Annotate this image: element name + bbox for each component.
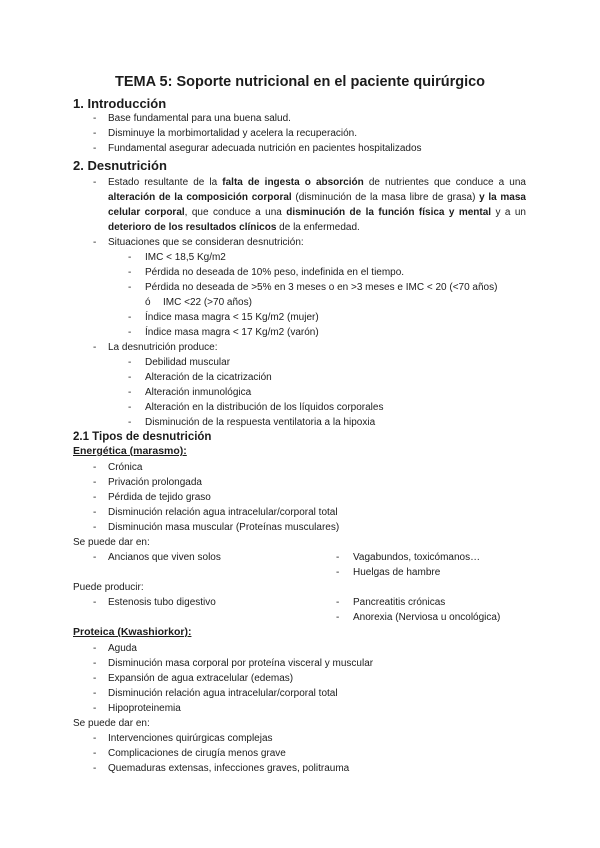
list-item: Base fundamental para una buena salud. — [108, 113, 291, 124]
occurs-label: Se puede dar en: — [73, 537, 150, 548]
causes-label: Puede producir: — [73, 582, 144, 593]
list-item: Pérdida de tejido graso — [108, 492, 211, 503]
bullet-dash: - — [93, 733, 97, 744]
bullet-dash: - — [128, 312, 132, 323]
bullet-dash: - — [93, 643, 97, 654]
bullet-dash: - — [336, 612, 340, 623]
section-2-heading: 2. Desnutrición — [73, 158, 167, 173]
bullet-dash: - — [93, 462, 97, 473]
list-item: Disminución masa corporal por proteína visceral y muscular — [108, 658, 374, 669]
list-item-continuation-o: ó — [145, 297, 151, 308]
bullet-dash: - — [93, 342, 97, 353]
def-text: y a un — [491, 207, 526, 218]
bullet-dash: - — [93, 492, 97, 503]
occurs-label: Se puede dar en: — [73, 718, 150, 729]
list-item: Fundamental asegurar adecuada nutrición en pacientes hospitalizados — [108, 143, 422, 154]
def-text: (disminución de la masa libre de grasa) — [291, 192, 480, 203]
list-item: Alteración en la distribución de los líquidos corporales — [145, 402, 384, 413]
list-item: Debilidad muscular — [145, 357, 231, 368]
bullet-dash: - — [93, 597, 97, 608]
list-item-continuation: IMC <22 (>70 años) — [163, 297, 252, 308]
def-bold: disminución de la función física y mental — [286, 207, 492, 218]
def-text: , que conduce a una — [184, 207, 287, 218]
bullet-dash: - — [93, 748, 97, 759]
energetica-heading: Energética (marasmo): — [73, 445, 187, 457]
bullet-dash: - — [128, 252, 132, 263]
def-bold: y la masa celular corporal — [108, 192, 526, 218]
def-bold: alteración de la composición corporal — [108, 192, 292, 203]
bullet-dash: - — [93, 688, 97, 699]
bullet-dash: - — [93, 128, 97, 139]
bullet-dash: - — [128, 357, 132, 368]
list-item: Disminución relación agua intracelular/corporal total — [108, 507, 338, 518]
produces-label: La desnutrición produce: — [108, 342, 218, 353]
list-item: Ancianos que viven solos — [108, 552, 221, 563]
bullet-dash: - — [93, 143, 97, 154]
list-item: Hipoproteinemia — [108, 703, 181, 714]
bullet-dash: - — [128, 417, 132, 428]
list-item: Disminuye la morbimortalidad y acelera la recuperación. — [108, 128, 357, 139]
bullet-dash: - — [93, 113, 97, 124]
list-item: Complicaciones de cirugía menos grave — [108, 748, 286, 759]
list-item: Privación prolongada — [108, 477, 202, 488]
list-item: Disminución masa muscular (Proteínas musculares) — [108, 522, 340, 533]
list-item: Pancreatitis crónicas — [353, 597, 446, 608]
def-text: de nutrientes que conduce a una — [363, 177, 526, 188]
list-item: Pérdida no deseada de 10% peso, indefinida en el tiempo. — [145, 267, 405, 278]
bullet-dash: - — [93, 507, 97, 518]
list-item: Índice masa magra < 15 Kg/m2 (mujer) — [145, 312, 319, 323]
bullet-dash: - — [93, 673, 97, 684]
bullet-dash: - — [93, 477, 97, 488]
bullet-dash: - — [93, 177, 97, 188]
page-title: TEMA 5: Soporte nutricional en el paciente quirúrgico — [114, 74, 486, 90]
definition-paragraph — [108, 175, 526, 235]
list-item: Aguda — [108, 643, 137, 654]
list-item: Huelgas de hambre — [353, 567, 441, 578]
list-item: Pérdida no deseada de >5% en 3 meses o en >3 meses e IMC < 20 (<70 años) — [145, 282, 498, 293]
list-item: Vagabundos, toxicómanos… — [353, 552, 481, 563]
list-item: IMC < 18,5 Kg/m2 — [145, 252, 226, 263]
bullet-dash: - — [93, 237, 97, 248]
bullet-dash: - — [93, 658, 97, 669]
bullet-dash: - — [93, 522, 97, 533]
bullet-dash: - — [128, 387, 132, 398]
list-item: Estenosis tubo digestivo — [108, 597, 216, 608]
def-text: Estado resultante de la — [108, 177, 223, 188]
bullet-dash: - — [336, 597, 340, 608]
def-bold: falta de ingesta o absorción — [222, 177, 364, 188]
bullet-dash: - — [128, 402, 132, 413]
section-1-heading: 1. Introducción — [73, 96, 167, 111]
list-item: Intervenciones quirúrgicas complejas — [108, 733, 273, 744]
bullet-dash: - — [336, 567, 340, 578]
list-item: Disminución relación agua intracelular/corporal total — [108, 688, 338, 699]
bullet-dash: - — [128, 372, 132, 383]
def-text: de la enfermedad. — [276, 222, 360, 233]
bullet-dash: - — [93, 763, 97, 774]
list-item: Anorexia (Nerviosa u oncológica) — [353, 612, 501, 623]
proteica-heading: Proteica (Kwashiorkor): — [73, 626, 192, 638]
list-item: Disminución de la respuesta ventilatoria a la hipoxia — [145, 417, 376, 428]
list-item: Alteración de la cicatrización — [145, 372, 272, 383]
bullet-dash: - — [128, 282, 132, 293]
list-item: Expansión de agua extracelular (edemas) — [108, 673, 294, 684]
bullet-dash: - — [128, 327, 132, 338]
list-item: Alteración inmunológica — [145, 387, 252, 398]
bullet-dash: - — [93, 552, 97, 563]
situations-label: Situaciones que se consideran desnutrición: — [108, 237, 304, 248]
bullet-dash: - — [128, 267, 132, 278]
bullet-dash: - — [336, 552, 340, 563]
list-item: Quemaduras extensas, infecciones graves, politrauma — [108, 763, 350, 774]
list-item: Crónica — [108, 462, 143, 473]
bullet-dash: - — [93, 703, 97, 714]
section-2-1-heading: 2.1 Tipos de desnutrición — [73, 431, 212, 443]
def-bold: deterioro de los resultados clínicos — [108, 222, 277, 233]
list-item: Índice masa magra < 17 Kg/m2 (varón) — [145, 327, 319, 338]
